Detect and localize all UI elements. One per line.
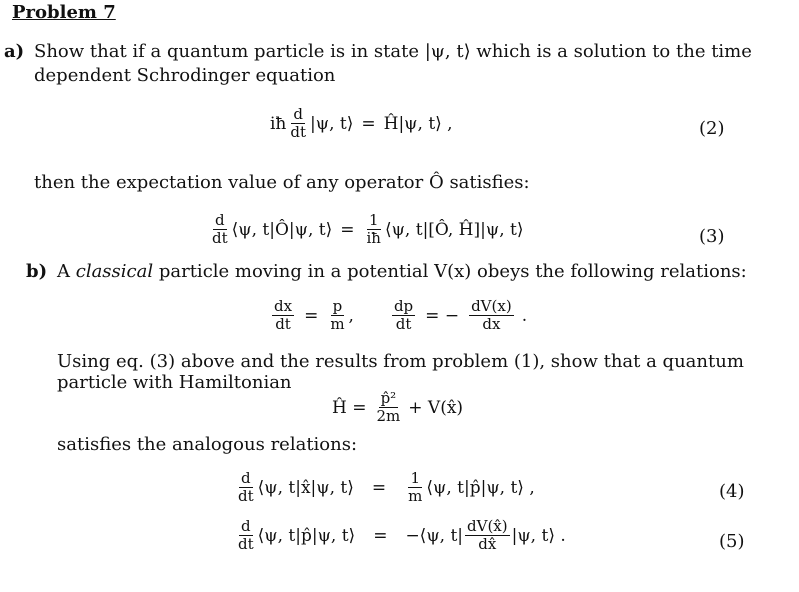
equation-4 — [234, 470, 535, 505]
rel-frac-dp-dt — [392, 298, 415, 333]
eq4-lhs: ⟨ψ, t|x̂|ψ, t⟩ — [257, 477, 354, 498]
eq3-equals: = — [340, 219, 355, 240]
eq2-frac-den: dt — [290, 123, 307, 141]
eq3-fraction-1 — [210, 212, 230, 247]
eq3-frac1-den: dt — [212, 229, 228, 247]
eq5-fraction-rhs — [465, 518, 510, 553]
satisfies-line: satisfies the analogous relations: — [57, 434, 358, 455]
eq4-f-den: dt — [238, 487, 254, 505]
eq5-equals: = — [373, 525, 388, 546]
equation-3-number: (3) — [699, 226, 725, 247]
rel-equals-1: = — [304, 305, 319, 326]
equation-4-number: (4) — [719, 481, 745, 502]
rel-f2-num: p — [332, 297, 343, 315]
equation-5 — [234, 518, 566, 553]
part-a-line1: Show that if a quantum particle is in state |ψ, t⟩ which is a solution to the time — [34, 41, 752, 62]
problem-title: Problem 7 — [12, 2, 116, 23]
ham-den: 2m — [376, 407, 401, 425]
equation-2-number: (2) — [699, 118, 725, 139]
using-line2: particle with Hamiltonian — [57, 372, 292, 393]
ham-fraction — [374, 390, 402, 425]
eq3-frac2-den: iħ — [366, 229, 381, 247]
part-a-label: a) — [4, 41, 25, 62]
rel-frac-dv-dx — [469, 298, 514, 333]
eq3-frac1-num: d — [215, 211, 225, 229]
rel-comma: , — [348, 305, 354, 326]
eq4-rhs: ⟨ψ, t|p̂|ψ, t⟩ , — [426, 477, 535, 498]
ham-rhs: + V(x̂) — [408, 397, 464, 418]
equation-2 — [270, 106, 453, 141]
part-b-line1 — [57, 261, 747, 283]
rel-f3-num: dp — [393, 297, 414, 315]
classical-relations — [270, 298, 527, 333]
eq5-fraction-lhs — [236, 518, 256, 553]
eq2-fraction — [288, 106, 308, 141]
rel-f2-den: m — [330, 315, 345, 333]
part-b-label: b) — [26, 261, 48, 282]
rel-f4-den: dx — [482, 315, 501, 333]
eq4-r-den: m — [408, 487, 423, 505]
eq5-f-den: dt — [238, 535, 254, 553]
rel-frac-dx-dt — [272, 298, 294, 333]
eq3-rhs: ⟨ψ, t|[Ô, Ĥ]|ψ, t⟩ — [384, 219, 524, 240]
eq4-r-num: 1 — [410, 469, 421, 487]
ham-lhs: Ĥ = — [332, 397, 367, 418]
then-line: then the expectation value of any operator Ô satisfies: — [34, 172, 530, 193]
ham-num: p̂² — [380, 389, 397, 407]
eq5-f-num: d — [241, 517, 251, 535]
part-a-line2: dependent Schrodinger equation — [34, 65, 336, 86]
rel-f1-den: dt — [275, 315, 291, 333]
eq5-rhs-pre: −⟨ψ, t| — [405, 525, 464, 546]
eq4-equals: = — [371, 477, 387, 498]
part-b-line1-pre: A — [57, 261, 70, 282]
equation-5-number: (5) — [719, 531, 745, 552]
rel-frac-p-m — [328, 298, 346, 333]
eq5-r-num: dV(x̂) — [467, 517, 508, 535]
rel-f3-den: dt — [395, 315, 412, 333]
eq3-lhs: ⟨ψ, t|Ô|ψ, t⟩ — [231, 219, 333, 240]
eq3-frac2-num: 1 — [368, 211, 379, 229]
eq2-rhs: Ĥ|ψ, t⟩ , — [383, 113, 453, 134]
rel-equals-2: = − — [425, 305, 460, 326]
eq5-lhs: ⟨ψ, t|p̂|ψ, t⟩ — [257, 525, 356, 546]
eq5-r-den: dx̂ — [478, 535, 497, 553]
eq2-lhs-post: |ψ, t⟩ — [310, 113, 354, 134]
part-b-line1-em: classical — [75, 261, 154, 282]
using-line1: Using eq. (3) above and the results from problem (1), show that a quantum — [57, 351, 744, 372]
eq3-fraction-2 — [365, 212, 383, 247]
rel-f1-num: dx — [274, 297, 293, 315]
equation-3 — [208, 212, 523, 247]
eq2-frac-num: d — [293, 105, 304, 123]
eq5-rhs-post: |ψ, t⟩ . — [511, 525, 566, 546]
hamiltonian — [332, 390, 463, 425]
eq4-fraction-rhs — [406, 470, 424, 505]
part-b-line1-post: particle moving in a potential V(x) obeys the following relations: — [158, 261, 747, 282]
rel-dot: . — [521, 305, 528, 326]
eq2-lhs-pre: iħ — [270, 113, 287, 134]
eq4-f-num: d — [241, 469, 251, 487]
rel-f4-num: dV(x) — [471, 297, 512, 315]
eq2-equals: = — [361, 113, 376, 134]
eq4-fraction-lhs — [236, 470, 256, 505]
